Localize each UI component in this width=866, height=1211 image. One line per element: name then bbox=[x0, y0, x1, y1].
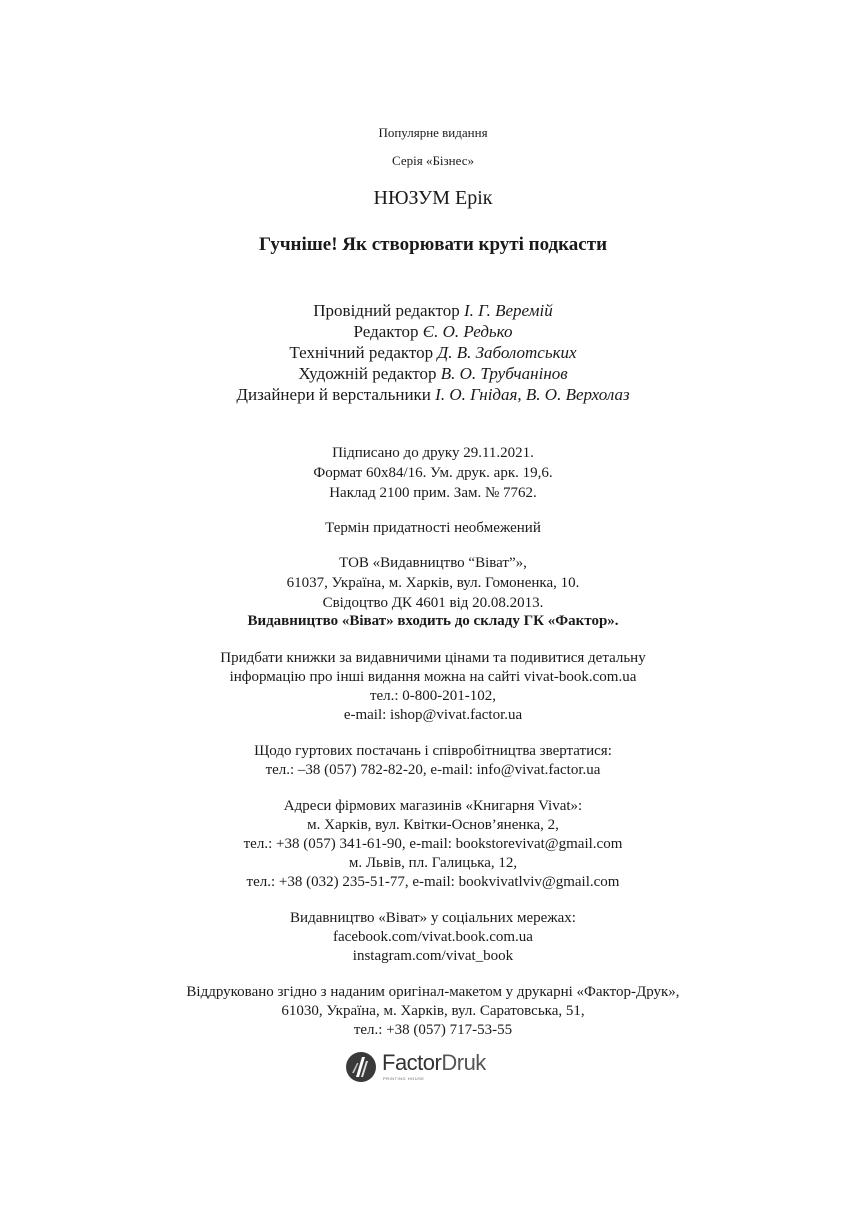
format-info: Формат 60х84/16. Ум. друк. арк. 19,6. bbox=[313, 465, 553, 481]
store-lviv-address: м. Львів, пл. Галицька, 12, bbox=[348, 855, 518, 871]
credit-person: І. О. Гнідая, В. О. Верхолаз bbox=[435, 385, 630, 404]
purchase-line-1: Придбати книжки за видавничими цінами та подивитися детальну bbox=[220, 650, 646, 666]
logo-wordmark bbox=[382, 1052, 486, 1074]
factor-druk-logo-icon bbox=[345, 1051, 377, 1083]
credit-role: Провідний редактор bbox=[313, 301, 460, 320]
book-title: Гучніше! Як створювати круті подкасти bbox=[258, 234, 608, 255]
logo-brand-druk: Druk bbox=[441, 1050, 486, 1075]
credit-editor bbox=[0, 323, 866, 340]
purchase-phone: тел.: 0-800-201-102, bbox=[369, 688, 497, 704]
credit-role: Редактор bbox=[353, 322, 419, 341]
printer-phone: тел.: +38 (057) 717-53-55 bbox=[353, 1022, 513, 1038]
credit-person: І. Г. Веремій bbox=[464, 301, 553, 320]
social-instagram: instagram.com/vivat_book bbox=[352, 948, 514, 964]
credit-art-editor bbox=[0, 365, 866, 382]
publisher-group: Видавництво «Віват» входить до складу ГК «Фактор». bbox=[247, 613, 619, 629]
logo-brand-factor: Factor bbox=[382, 1050, 442, 1075]
factor-druk-logo bbox=[345, 1051, 505, 1085]
credit-tech-editor bbox=[0, 344, 866, 361]
credit-lead-editor bbox=[0, 302, 866, 319]
store-lviv-contact: тел.: +38 (032) 235-51-77, e-mail: bookvivatlviv@gmail.com bbox=[246, 874, 620, 890]
edition-type: Популярне видання bbox=[378, 125, 488, 140]
signed-date: Підписано до друку 29.11.2021. bbox=[332, 445, 534, 461]
stores-heading: Адреси фірмових магазинів «Книгарня Vivat»: bbox=[283, 798, 583, 814]
printer-line-2: 61030, Україна, м. Харків, вул. Саратовська, 51, bbox=[281, 1003, 585, 1019]
purchase-line-2: інформацію про інші видання можна на сайті vivat-book.com.ua bbox=[229, 669, 637, 685]
credit-role: Художній редактор bbox=[298, 364, 437, 383]
shelf-life: Термін придатності необмежений bbox=[325, 520, 541, 536]
purchase-email: e-mail: ishop@vivat.factor.ua bbox=[343, 707, 523, 723]
credit-role: Технічний редактор bbox=[289, 343, 434, 362]
wholesale-line-2: тел.: –38 (057) 782-82-20, e-mail: info@vivat.factor.ua bbox=[265, 762, 601, 778]
store-kharkiv-address: м. Харків, вул. Квітки-Основ’яненка, 2, bbox=[307, 817, 559, 833]
credit-designers bbox=[0, 386, 866, 403]
logo-subtitle: PRINTING HOUSE bbox=[383, 1076, 425, 1081]
printer-line-1: Віддруковано згідно з наданим оригінал-макетом у друкарні «Фактор-Друк», bbox=[186, 984, 680, 1000]
credit-role: Дизайнери й верстальники bbox=[236, 385, 431, 404]
publisher-name: ТОВ «Видавництво “Віват”», bbox=[339, 555, 527, 571]
series-label: Серія «Бізнес» bbox=[392, 153, 474, 168]
author-name: НЮЗУМ Ерік bbox=[373, 187, 493, 209]
publisher-address: 61037, Україна, м. Харків, вул. Гомоненка, 10. bbox=[286, 575, 580, 591]
publisher-certificate: Свідоцтво ДК 4601 від 20.08.2013. bbox=[322, 595, 544, 611]
social-facebook: facebook.com/vivat.book.com.ua bbox=[333, 929, 533, 945]
credit-person: Д. В. Заболотських bbox=[437, 343, 577, 362]
wholesale-line-1: Щодо гуртових постачань і співробітництва звертатися: bbox=[254, 743, 612, 759]
social-heading: Видавництво «Віват» у соціальних мережах: bbox=[290, 910, 576, 926]
store-kharkiv-contact: тел.: +38 (057) 341-61-90, e-mail: bookstorevivat@gmail.com bbox=[243, 836, 623, 852]
print-run: Наклад 2100 прим. Зам. № 7762. bbox=[329, 485, 537, 501]
credit-person: В. О. Трубчанінов bbox=[440, 364, 568, 383]
credit-person: Є. О. Редько bbox=[422, 322, 513, 341]
